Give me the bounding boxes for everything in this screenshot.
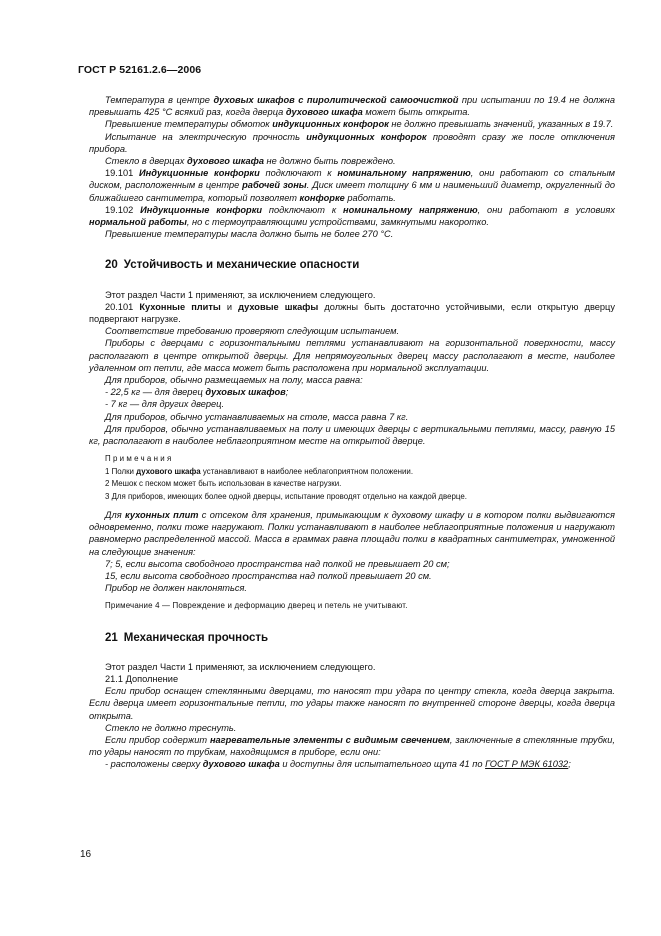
text-span: Превышение температуры обмоток — [105, 119, 273, 130]
text-span: подключают к — [259, 168, 338, 179]
term-bold: духовые шкафы — [238, 301, 319, 312]
term-bold: индукционных конфорок — [306, 131, 427, 142]
text-span: Для — [105, 509, 126, 520]
paragraph: Соответствие требованию проверяют следующим испытанием. — [105, 326, 400, 337]
clause-19-101 — [89, 167, 615, 204]
term-bold: конфорке — [299, 192, 345, 203]
page-content — [89, 94, 615, 771]
clause-19-102 — [89, 204, 615, 228]
text-span: работать. — [344, 192, 396, 203]
section-title: Механическая прочность — [123, 631, 269, 644]
text-span: Температура в центре — [105, 95, 214, 105]
list-item — [89, 386, 615, 398]
term-bold: духовых шкафов с пиролитической самоочисткой — [213, 95, 459, 105]
text-span: и — [220, 301, 239, 312]
paragraph: Если прибор оснащен стеклянными дверцами, то наносят три удара по центру стекла, когда дверца закрыта. Если дверца имеет горизонтальные петли, то удары также наносят по внутренней стороне дверцы, когда дверца открыта. — [89, 686, 615, 721]
text-span: , они работают в условиях — [477, 204, 615, 215]
paragraph: Приборы с дверцами с горизонтальными петлями устанавливают на горизонтальной поверхности, массу располагают в центре открытой дверцы. Для непрямоугольных дверец массу располагают в месте, наиболее удаленном от петли, где масса может быть расположена при нормальной эксплуатации. — [89, 338, 615, 373]
text-span: может быть открыта. — [362, 107, 470, 118]
term-bold: рабочей зоны — [242, 180, 307, 191]
notes-block — [89, 453, 615, 503]
term-bold: духового шкафа — [202, 759, 280, 770]
paragraph — [89, 509, 615, 558]
term-bold: духового шкафа — [136, 466, 201, 476]
text-span: проводят сразу же после отключения прибора. — [89, 131, 615, 154]
text-span: , но с термоуправляющими устройствами, замкнутыми накоротко. — [186, 217, 489, 228]
text-span: ; — [285, 387, 289, 398]
term-bold: духового шкафа — [285, 107, 363, 118]
term-bold: кухонных плит — [125, 509, 199, 520]
term-bold: Кухонные плиты — [139, 301, 221, 312]
clause-number: 20.101 — [105, 301, 140, 312]
note-item: 2 Мешок с песком может быть использован в качестве нагрузки. — [105, 479, 342, 489]
section-heading-21 — [105, 632, 615, 644]
paragraph: 7; 5, если высота свободного пространства над полкой не превышает 20 см; — [105, 558, 450, 569]
clause-number: 19.101 — [105, 168, 140, 179]
text-span: ; — [568, 759, 571, 770]
note-4: Примечание 4 — Повреждение и деформацию дверец и петель не учитывают. — [105, 601, 408, 611]
paragraph — [89, 734, 615, 758]
text-span: - 22,5 кг — для дверец — [105, 387, 206, 398]
paragraph: Для приборов, обычно размещаемых на полу, масса равна: — [105, 375, 363, 386]
term-bold: Индукционные конфорки — [139, 168, 260, 179]
section-heading-20 — [105, 259, 615, 271]
text-span: должны быть достаточно устойчивыми, если открытую дверцу подвергают нагрузке. — [89, 301, 615, 325]
note-item: 3 Для приборов, имеющих более одной дверцы, испытание проводят отдельно на каждой дверце. — [105, 491, 467, 501]
section-number: 21 — [105, 631, 118, 644]
text-span: , заключенные в стеклянные трубки, то удары наносят по трубкам, находящимся в приборе, если они: — [89, 734, 615, 758]
clause-number: 19.102 — [105, 204, 141, 215]
paragraph: Для приборов, обычно устанавливаемых на полу и имеющих дверцы с вертикальными петлями, массу, равную 15 кг, располагают в наиболее неблагоприятном месте на открытой дверце. — [89, 423, 615, 447]
term-bold: номинальному напряжению — [343, 204, 478, 215]
standard-reference-link[interactable]: ГОСТ Р МЭК 61032 — [485, 759, 569, 770]
subclause-21-1: 21.1 Дополнение — [105, 673, 179, 684]
paragraph: Этот раздел Части 1 применяют, за исключением следующего. — [105, 661, 376, 672]
paragraph — [89, 118, 615, 130]
section-number: 20 — [105, 259, 118, 272]
section-title: Устойчивость и механические опасности — [123, 259, 360, 272]
term-bold: индукционных конфорок — [272, 119, 389, 130]
page-number: 16 — [80, 849, 92, 860]
text-span: Испытание на электрическую прочность — [105, 131, 307, 142]
paragraph: Стекло не должно треснуть. — [105, 722, 237, 733]
term-bold: Индукционные конфорки — [140, 204, 263, 215]
term-bold: нормальной работы — [89, 217, 187, 228]
term-bold: духовых шкафов — [205, 387, 286, 398]
paragraph: Превышение температуры масла должно быть не более 270 °С. — [105, 229, 394, 240]
clause-20-101 — [89, 301, 615, 325]
paragraph — [89, 155, 615, 167]
text-span: с отсеком для хранения, примыкающим к духовому шкафу и в котором полки выдвигаются одновременно, полки тоже нагружают. Полки устанавливают в наиболее неблагоприятные положения и нагружают равномерно распределенной массой. Масса в граммах равна площади полки в квадратных сантиметрах, умноженной на следующие значения: — [89, 509, 615, 557]
text-span: 1 Полки — [105, 466, 137, 476]
paragraph: Этот раздел Части 1 применяют, за исключением следующего. — [105, 289, 376, 300]
text-span: Если прибор содержит — [105, 734, 210, 745]
term-bold: духового шкафа — [187, 156, 264, 167]
text-span: не должно превышать значений, указанных в 19.7. — [388, 119, 614, 130]
term-bold: нагревательные элементы с видимым свечением — [209, 734, 450, 745]
term-bold: номинальному напряжению — [337, 168, 471, 179]
text-span: устанавливают в наиболее неблагоприятном положении. — [200, 466, 414, 476]
text-span: - расположены сверху — [105, 759, 203, 770]
notes-title: Примечания — [105, 454, 174, 464]
text-span: , они работают со стальным диском, расположенным в центре — [89, 168, 615, 191]
list-item: - 7 кг — для других дверец. — [105, 399, 225, 410]
list-item — [89, 758, 615, 770]
text-span: и доступны для испытательного щупа 41 по — [279, 759, 486, 770]
note-item — [105, 466, 615, 478]
text-span: . Диск имеет толщину 6 мм и наименьший диаметр, округленный до ближайшего сантиметра, который позволяет — [89, 180, 615, 203]
paragraph — [89, 131, 615, 155]
text-span: при испытании по 19.4 не должна превышать 425 °С всякий раз, когда дверца — [89, 95, 615, 118]
text-span: подключают к — [262, 204, 344, 215]
paragraph: Для приборов, обычно устанавливаемых на столе, масса равна 7 кг. — [105, 411, 409, 422]
paragraph — [89, 94, 615, 118]
text-span: Стекло в дверцах — [105, 156, 187, 167]
text-span: не должно быть повреждено. — [263, 156, 396, 167]
paragraph: Прибор не должен наклоняться. — [105, 583, 247, 594]
paragraph: 15, если высота свободного пространства над полкой превышает 20 см. — [105, 570, 432, 581]
document-header: ГОСТ Р 52161.2.6—2006 — [78, 64, 202, 76]
